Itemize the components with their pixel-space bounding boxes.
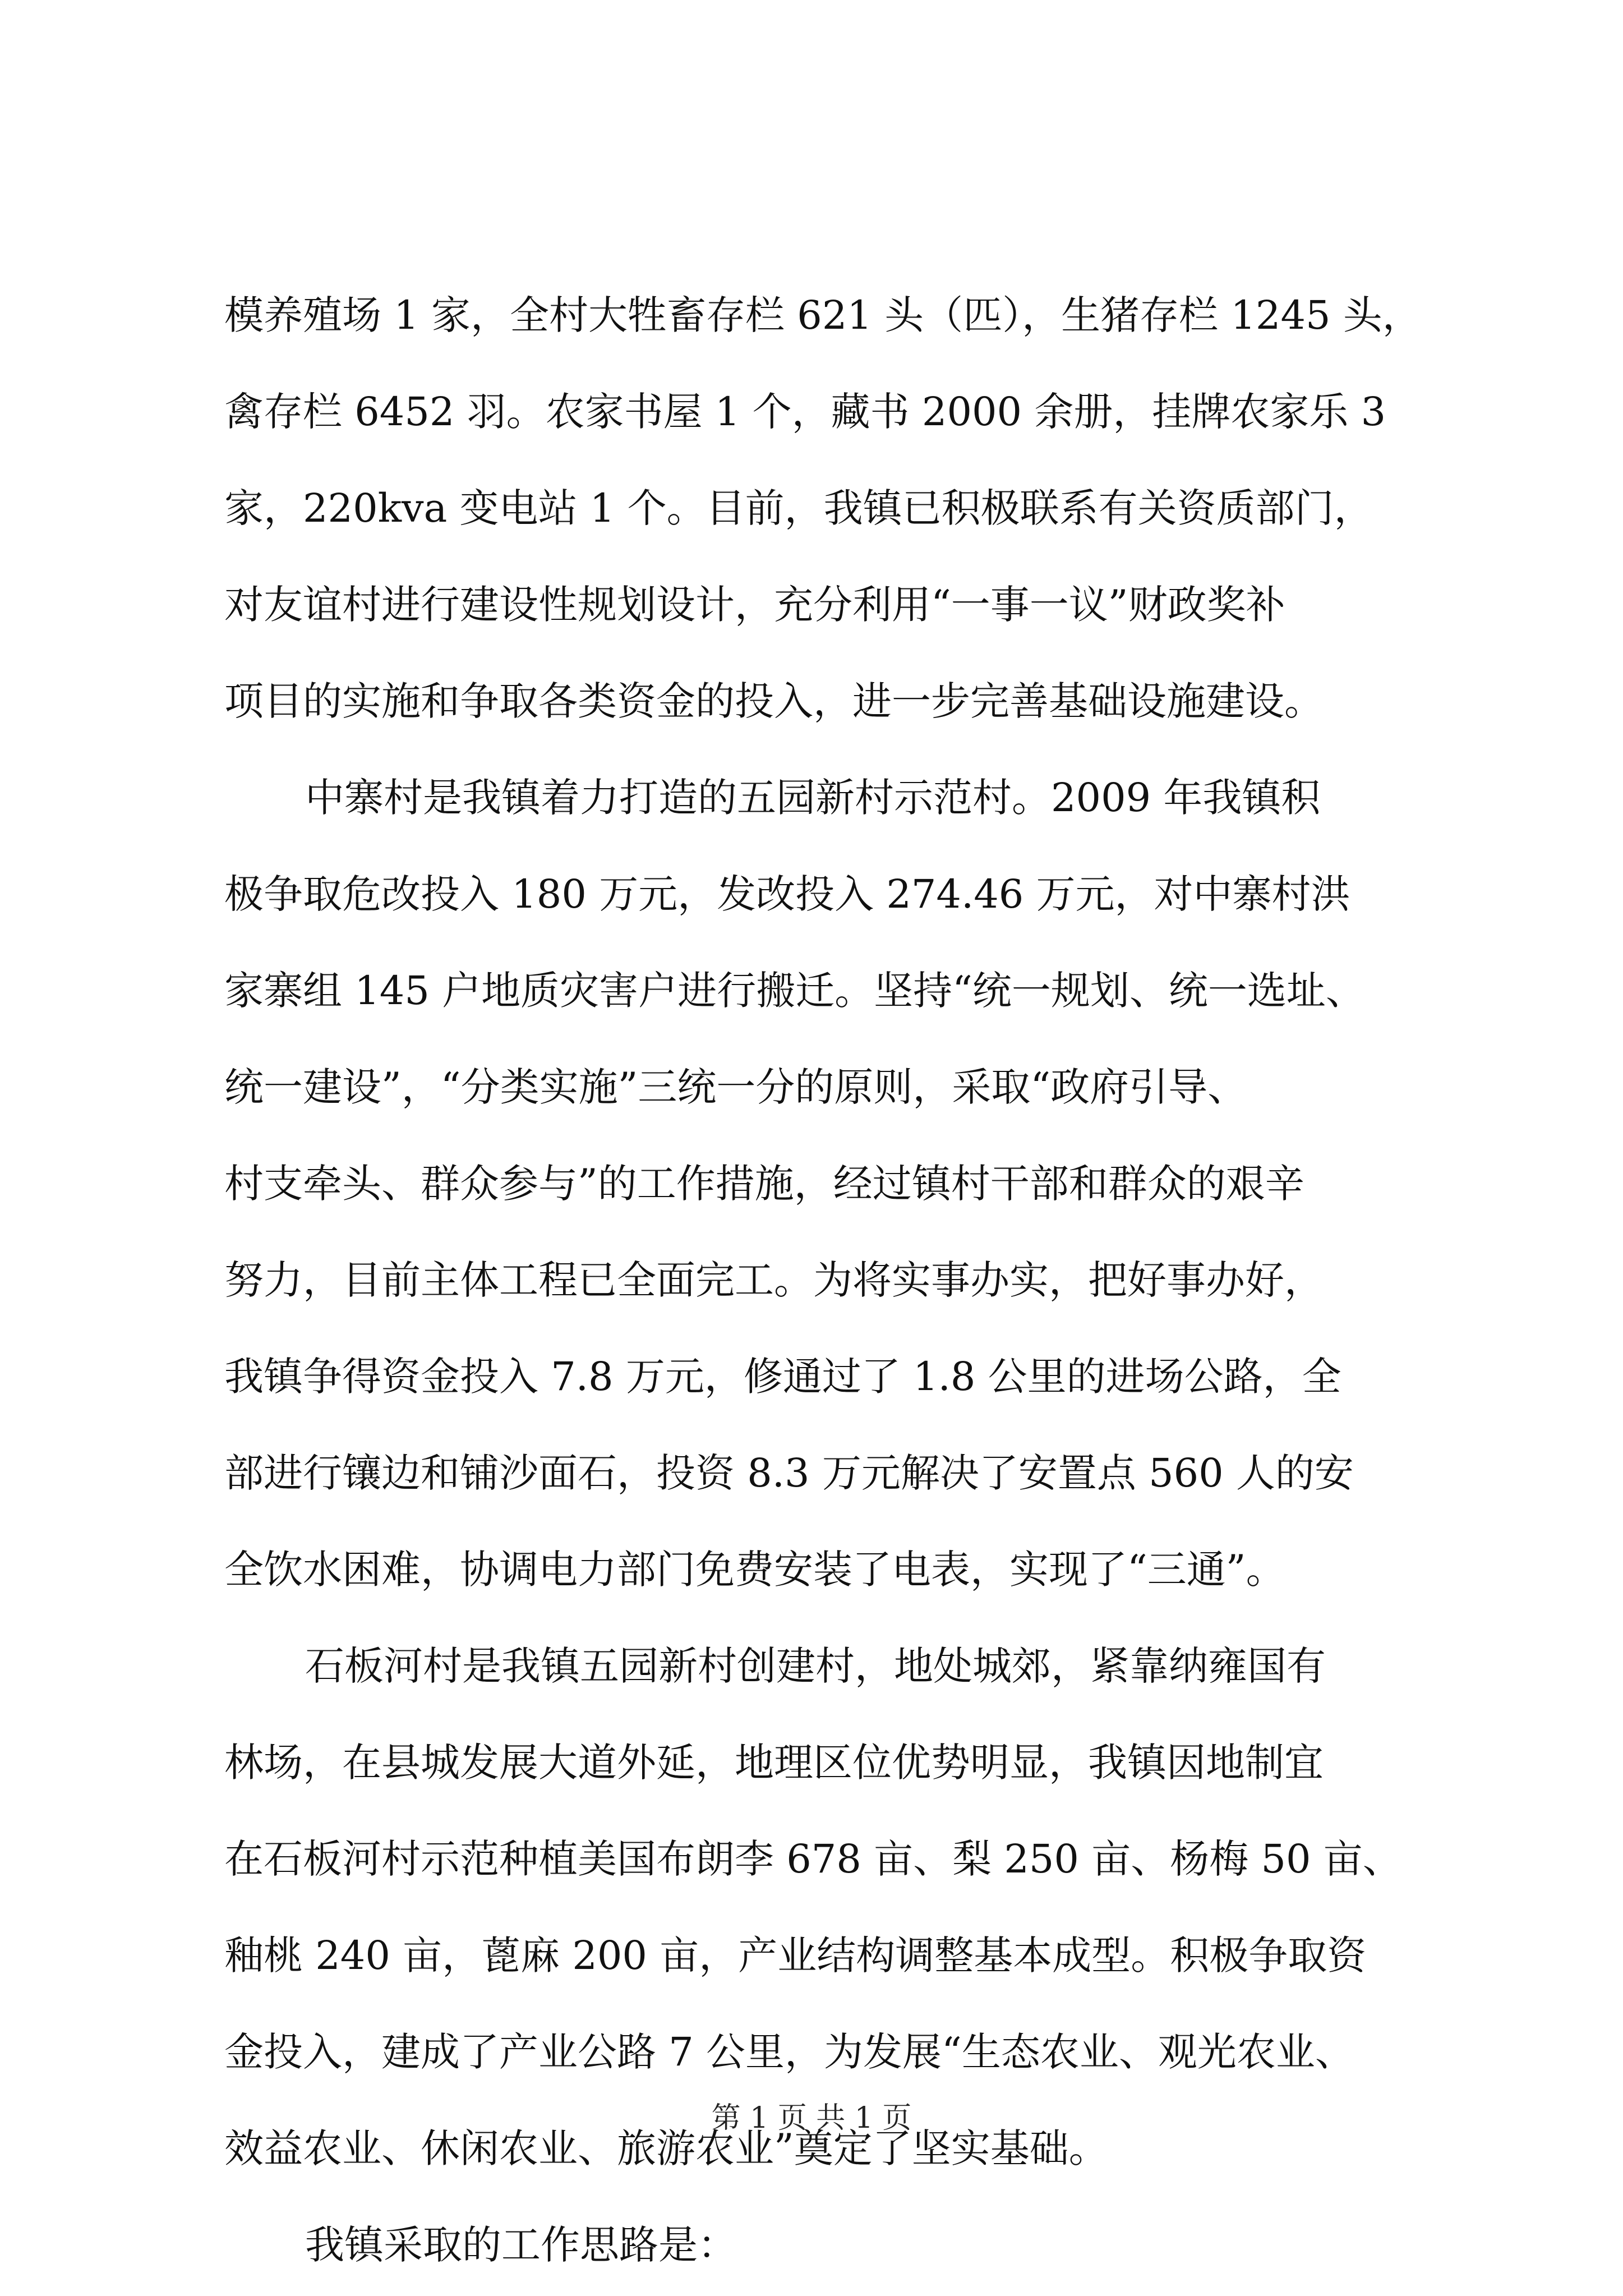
- document-body: [224, 267, 1436, 2293]
- body-line: 全饮水困难，协调电力部门免费安装了电表，实现了“三通”。: [224, 1547, 1285, 1593]
- body-line: 统一建设”，“分类实施”三统一分的原则，采取“政府引导、: [224, 1064, 1247, 1110]
- body-line: 釉桃 240 亩，蓖麻 200 亩，产业结构调整基本成型。积极争取资: [224, 1932, 1367, 1978]
- body-line: 对友谊村进行建设性规划设计，充分利用“一事一议”财政奖补: [224, 582, 1285, 628]
- paragraph-start-line: 我镇采取的工作思路是：: [305, 2222, 737, 2268]
- body-line: 村支牵头、群众参与”的工作措施，经过镇村干部和群众的艰辛: [224, 1161, 1304, 1207]
- body-line: 努力，目前主体工程已全面完工。为将实事办实，把好事办好，: [224, 1257, 1324, 1303]
- page-footer: 第 1 页 共 1 页: [711, 2101, 912, 2135]
- paragraph-start-line: 中寨村是我镇着力打造的五园新村示范村。2009 年我镇积: [305, 775, 1321, 821]
- body-line: 项目的实施和争取各类资金的投入，进一步完善基础设施建设。: [224, 678, 1324, 724]
- body-line: 极争取危改投入 180 万元，发改投入 274.46 万元，对中寨村洪: [224, 871, 1350, 917]
- body-line: 在石板河村示范种植美国布朗李 678 亩、梨 250 亩、杨梅 50 亩、: [224, 1836, 1402, 1882]
- body-line: 模养殖场 1 家，全村大牲畜存栏 621 头（匹），生猪存栏 1245 头，: [224, 292, 1422, 338]
- body-line: 我镇争得资金投入 7.8 万元，修通过了 1.8 公里的进场公路，全: [224, 1354, 1341, 1400]
- body-line: 家寨组 145 户地质灾害户进行搬迁。坚持“统一规划、统一选址、: [224, 968, 1365, 1014]
- body-line: 金投入，建成了产业公路 7 公里，为发展“生态农业、观光农业、: [224, 2029, 1354, 2075]
- body-line: 禽存栏 6452 羽。农家书屋 1 个，藏书 2000 余册，挂牌农家乐 3: [224, 389, 1386, 435]
- body-line: 林场，在县城发展大道外延，地理区位优势明显，我镇因地制宜: [224, 1740, 1324, 1786]
- body-line: 家，220kva 变电站 1 个。目前，我镇已积极联系有关资质部门，: [224, 485, 1373, 531]
- paragraph-start-line: 石板河村是我镇五园新村创建村，地处城郊，紧靠纳雍国有: [305, 1643, 1326, 1689]
- body-line: 部进行镶边和铺沙面石，投资 8.3 万元解决了安置点 560 人的安: [224, 1450, 1354, 1496]
- body-line: 效益农业、休闲农业、旅游农业”奠定了坚实基础。: [224, 2125, 1108, 2171]
